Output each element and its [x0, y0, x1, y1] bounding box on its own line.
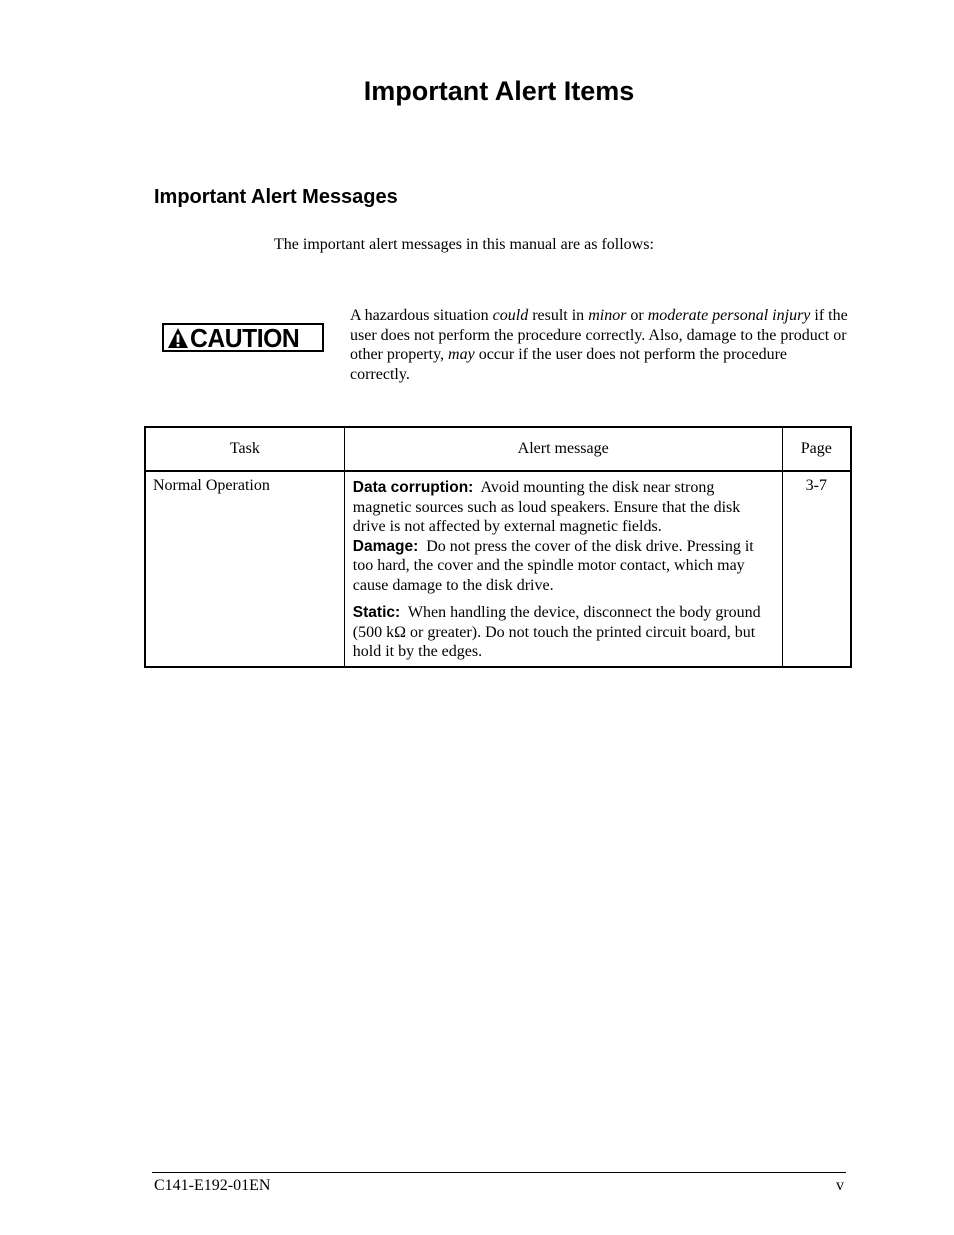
caution-emphasis: may	[448, 346, 475, 363]
cell-alert-message	[344, 471, 782, 667]
cell-page: 3-7	[782, 471, 851, 667]
caution-badge	[162, 323, 324, 352]
alert-label: Damage:	[352, 537, 419, 555]
header-page: Page	[782, 427, 851, 471]
warning-triangle-icon	[167, 327, 189, 349]
footer-rule	[152, 1172, 846, 1173]
caution-text-run: if the user does not perform the procedure correctly. Also, damage to the product or other property,	[350, 307, 848, 363]
table-header-row	[145, 427, 851, 471]
caution-text-run: occur if the user does not perform the procedure correctly.	[350, 346, 788, 383]
alert-message-static	[353, 603, 774, 662]
caution-emphasis: could	[492, 307, 529, 324]
caution-emphasis: moderate personal injury	[647, 307, 811, 324]
alert-label: Static:	[352, 604, 401, 621]
caution-emphasis: minor	[588, 307, 627, 324]
caution-text-run: or	[626, 307, 648, 324]
intro-text: The important alert messages in this manual are as follows:	[274, 236, 654, 253]
alert-label: Data corruption:	[352, 479, 474, 496]
alert-body: When handling the device, disconnect the body ground (500 kΩ or greater). Do not touch the printed circuit board, but hold it by the edges.	[352, 604, 761, 660]
header-task: Task	[145, 427, 344, 471]
footer-doc-code: C141-E192-01EN	[154, 1177, 271, 1194]
alert-table	[144, 426, 852, 668]
section-heading: Important Alert Messages	[154, 186, 398, 208]
footer-page-number: v	[836, 1177, 844, 1194]
caution-text-run: result in	[528, 307, 589, 324]
caution-label: CAUTION	[190, 322, 300, 353]
alert-body: Avoid mounting the disk near strong magnetic sources such as loud speakers. Ensure that the disk drive is not affected by external magnetic fields.	[352, 479, 741, 535]
alert-message-data-corruption	[353, 478, 774, 537]
page-title: Important Alert Items	[363, 76, 635, 106]
caution-description	[350, 306, 850, 384]
header-alert-message: Alert message	[344, 427, 782, 471]
cell-task: Normal Operation	[145, 471, 344, 667]
caution-text-run: A hazardous situation	[350, 307, 493, 324]
table-row	[145, 471, 851, 667]
alert-message-damage	[353, 537, 774, 596]
alert-body: Do not press the cover of the disk drive. Pressing it too hard, the cover and the spindle motor contact, which may cause damage to the disk drive.	[352, 537, 754, 594]
